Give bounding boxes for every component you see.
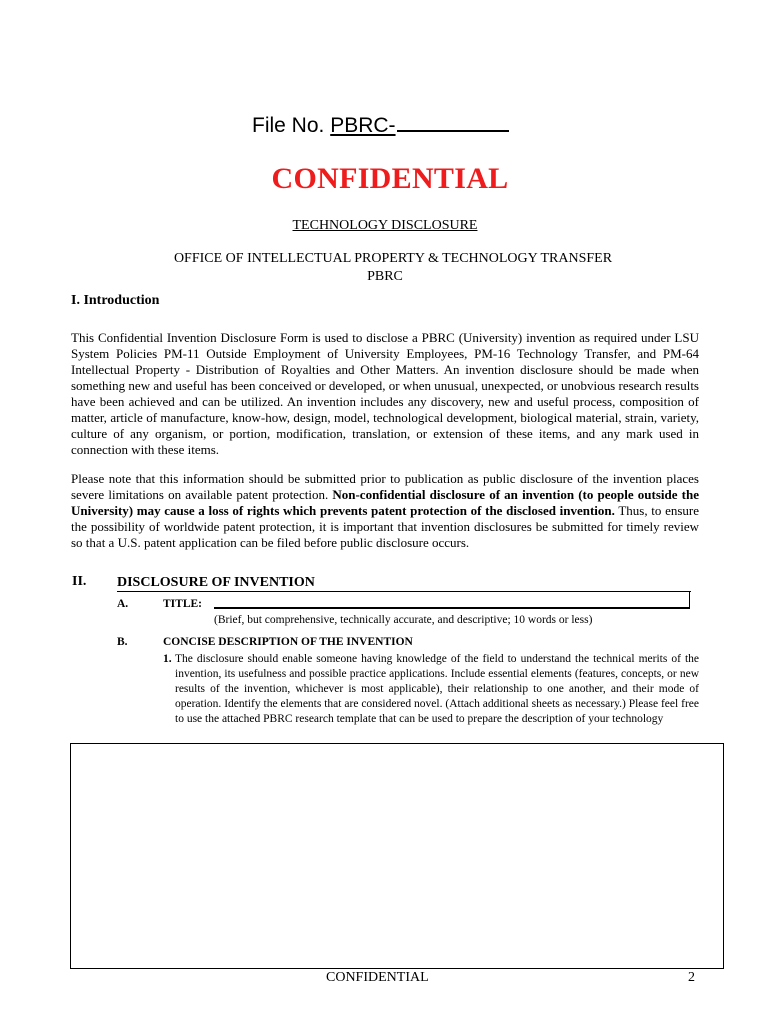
section-introduction-heading: I. Introduction — [71, 293, 160, 308]
item-b-letter: B. — [117, 636, 128, 648]
description-instructions — [175, 652, 699, 727]
file-number — [252, 112, 509, 138]
section-2-heading: DISCLOSURE OF INVENTION — [117, 574, 691, 592]
file-number-label: File No. — [252, 114, 325, 137]
confidential-title: CONFIDENTIAL — [271, 162, 509, 195]
introduction-paragraph-1: This Confidential Invention Disclosure Form is used to disclose a PBRC (University) invention as required under LSU System Policies PM-11 Outside Employment of University Employees, PM-16 Technology Transfer, and PM-64 Intellectual Property - Distribution of Royalties and Other Matters. An invention disclosure should be made when something new and useful has been conceived or developed, or when unusual, unexpected, or unobvious research results have been achieved and can be utilized. An invention includes any discovery, new and useful process, composition of matter, article of manufacture, know-how, design, model, technological development, biological material, strain, variety, culture of any organism, or portion, modification, translation, or extension of these items, and any mark used in connection with these items. — [71, 330, 699, 457]
description-heading: CONCISE DESCRIPTION OF THE INVENTION — [163, 636, 413, 648]
description-instructions-text: The disclosure should enable someone having knowledge of the field to understand the technical merits of the invention, its usefulness and possible practice applications. Include essential elements (features, concepts, or new results of the invention, whichever is most applicable), their relationship to one another, and their mode of operation. Identify the elements that are considered novel. (Attach additional sheets as necessary.) Please feel free to use the attached PBRC research template that can be used to prepare the description of your technology — [175, 653, 699, 725]
file-number-blank[interactable] — [397, 112, 509, 132]
file-number-prefix: PBRC- — [330, 114, 396, 137]
technology-disclosure-heading: TECHNOLOGY DISCLOSURE — [292, 218, 478, 233]
introduction-paragraph-2 — [71, 471, 699, 551]
item-b1-number: 1. — [163, 653, 172, 665]
pbrc-line: PBRC — [367, 269, 403, 284]
office-line: OFFICE OF INTELLECTUAL PROPERTY & TECHNOLOGY TRANSFER — [173, 251, 613, 266]
footer-confidential: CONFIDENTIAL — [326, 970, 429, 985]
item-a-letter: A. — [117, 598, 129, 610]
paragraph-2-start: Please note that this information should be submitted prior to publication as public disclosure of the invention places severe limitations on available patent protection. — [71, 471, 699, 502]
title-input-field[interactable] — [214, 591, 690, 609]
page-number: 2 — [688, 970, 695, 985]
title-hint: (Brief, but comprehensive, technically accurate, and descriptive; 10 words or less) — [214, 614, 593, 626]
paragraph-2-bold-warning: Non-confidential disclosure of an invention (to people outside the University) may cause a loss of rights which prevents patent protection of the disclosed invention. — [71, 487, 700, 518]
description-answer-box[interactable] — [70, 743, 724, 969]
section-2-number: II. — [72, 574, 87, 589]
paragraph-2-end: Thus, to ensure the possibility of worldwide patent protection, it is important that invention disclosures be submitted for timely review so that a U.S. patent application can be filed before public disclosure occurs. — [71, 503, 700, 550]
title-label: TITLE: — [163, 598, 202, 610]
